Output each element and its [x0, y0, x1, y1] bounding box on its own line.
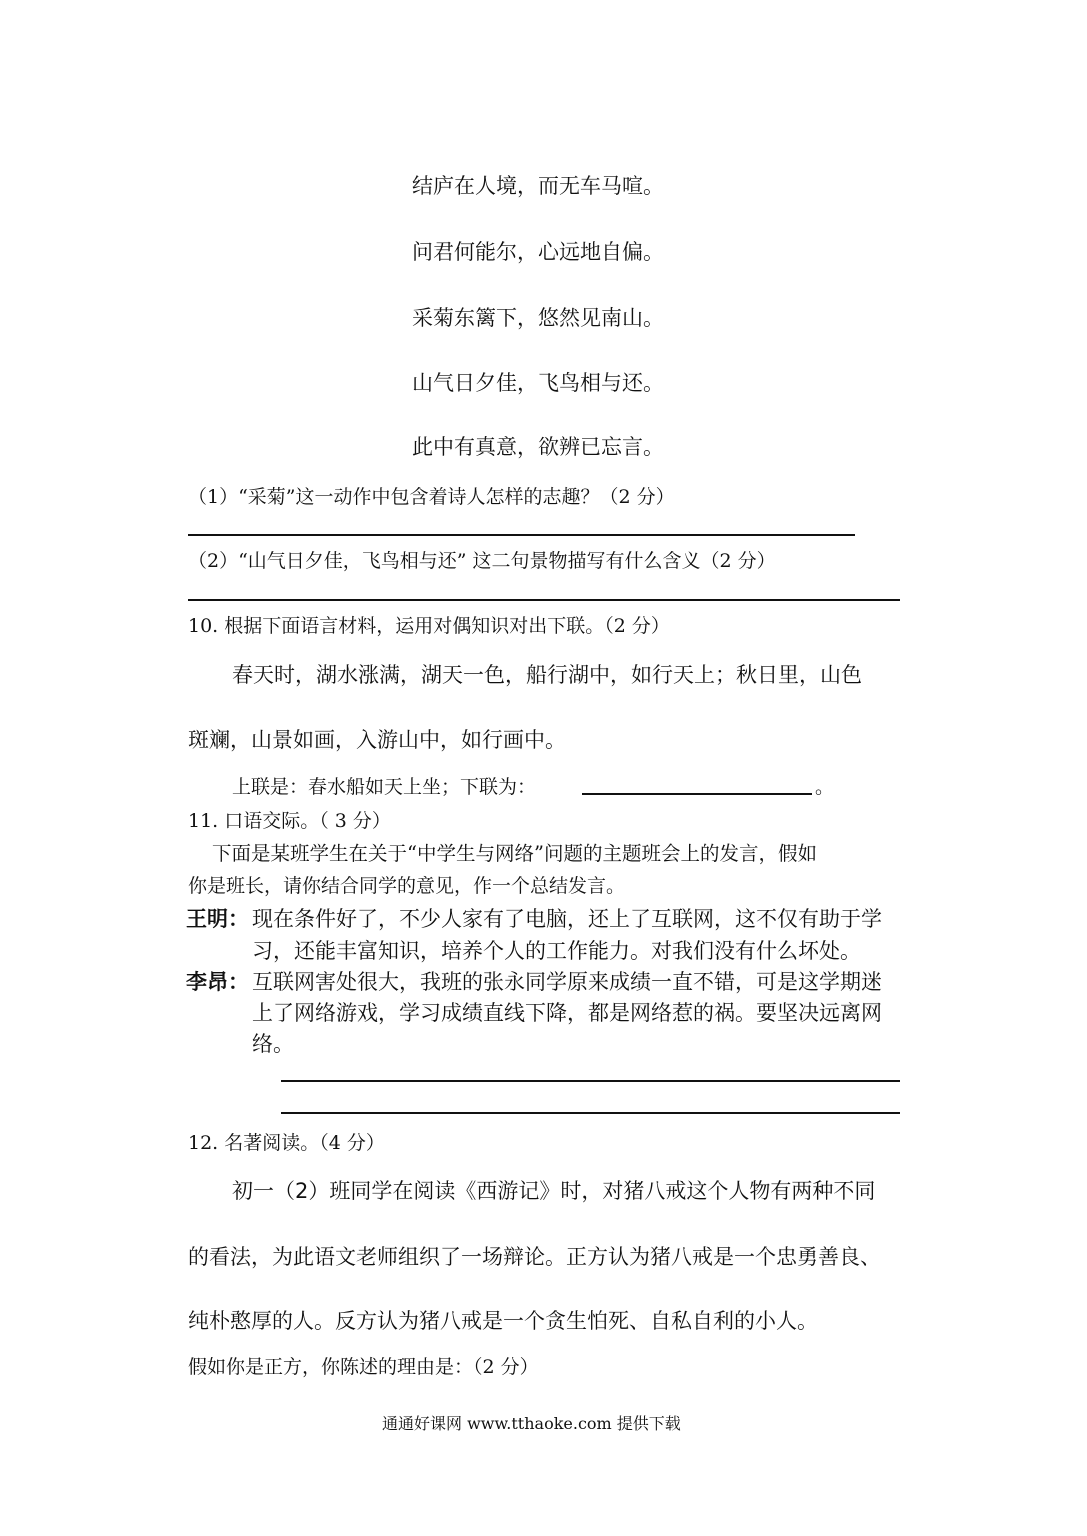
- q10-title: 10. 根据下面语言材料，运用对偶知识对出下联。（2 分）: [188, 615, 670, 637]
- q9-answer-line-1[interactable]: [188, 534, 855, 536]
- q12-title: 12. 名著阅读。（4 分）: [188, 1132, 385, 1154]
- q10-paragraph-line-1: 春天时，湖水涨满，湖天一色，船行湖中，如行天上；秋日里，山色: [232, 663, 862, 687]
- speaker-liang-line-2: 上了网络游戏，学习成绩直线下降，都是网络惹的祸。要坚决远离网: [252, 1001, 882, 1025]
- speaker-wangming-line-2: 习，还能丰富知识，培养个人的工作能力。对我们没有什么坏处。: [252, 939, 861, 963]
- q9-answer-line-2[interactable]: [188, 599, 900, 601]
- speaker-wangming-line-1: 现在条件好了，不少人家有了电脑，还上了互联网，这不仅有助于学: [252, 907, 882, 931]
- q10-paragraph-line-2: 斑斓，山景如画，入游山中，如行画中。: [188, 728, 566, 752]
- q11-answer-line-2[interactable]: [281, 1112, 900, 1114]
- poem-line-3: 采菊东篱下，悠然见南山。: [412, 306, 664, 330]
- q11-answer-line-1[interactable]: [281, 1080, 900, 1082]
- poem-line-4: 山气日夕佳，飞鸟相与还。: [412, 371, 664, 395]
- q12-paragraph-line-3: 纯朴憨厚的人。反方认为猪八戒是一个贪生怕死、自私自利的小人。: [188, 1309, 818, 1333]
- speaker-wangming-name: 王明：: [186, 907, 249, 931]
- q12-prompt: 假如你是正方，你陈述的理由是：（2 分）: [188, 1356, 539, 1378]
- q11-intro-line-1: 下面是某班学生在关于“中学生与网络”问题的主题班会上的发言，假如: [212, 842, 817, 865]
- q10-answer-suffix: 。: [815, 776, 835, 798]
- q12-paragraph-line-1: 初一（2）班同学在阅读《西游记》时，对猪八戒这个人物有两种不同: [232, 1179, 876, 1203]
- q12-paragraph-line-2: 的看法，为此语文老师组织了一场辩论。正方认为猪八戒是一个忠勇善良、: [188, 1245, 881, 1269]
- q10-answer-prefix: 上联是：春水船如天上坐；下联为：: [232, 776, 537, 798]
- page-footer: 通通好课网 www.tthaoke.com 提供下载: [382, 1414, 681, 1433]
- speaker-liang-line-1: 互联网害处很大，我班的张永同学原来成绩一直不错，可是这学期迷: [252, 970, 882, 994]
- q11-intro-line-2: 你是班长，请你结合同学的意见，作一个总结发言。: [188, 875, 626, 897]
- speaker-liang-line-3: 络。: [252, 1032, 294, 1056]
- poem-line-2: 问君何能尔，心远地自偏。: [412, 240, 664, 264]
- q11-title: 11. 口语交际。（ 3 分）: [188, 810, 391, 832]
- poem-line-1: 结庐在人境，而无车马喧。: [412, 174, 664, 198]
- q10-answer-blank[interactable]: [582, 793, 812, 795]
- speaker-liang-name: 李昂：: [186, 970, 249, 994]
- poem-line-5: 此中有真意，欲辨已忘言。: [412, 435, 664, 459]
- q9-sub1: （1）“采菊”这一动作中包含着诗人怎样的志趣？（2 分）: [188, 486, 675, 508]
- q9-sub2: （2）“山气日夕佳，飞鸟相与还” 这二句景物描写有什么含义（2 分）: [188, 550, 776, 572]
